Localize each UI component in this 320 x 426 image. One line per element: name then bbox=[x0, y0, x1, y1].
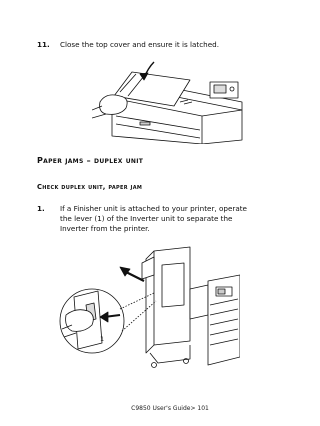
step-number: 1. bbox=[37, 204, 45, 213]
section-heading: Paper jams – duplex unit bbox=[37, 156, 144, 165]
step-text: Close the top cover and ensure it is latched. bbox=[60, 40, 219, 49]
page-footer: C9850 User's Guide> 101 bbox=[131, 405, 209, 412]
subsection-heading: Check duplex unit, paper jam bbox=[37, 183, 143, 191]
step-number: 11. bbox=[37, 40, 50, 49]
step-close-top-cover bbox=[37, 40, 277, 52]
figure-inverter-lever bbox=[58, 245, 240, 373]
step-text: If a Finisher unit is attached to your printer, operate the lever (1) of the Inverter unit to separate the Inverter from the printer. bbox=[60, 204, 247, 233]
lever-callout: 1 bbox=[100, 335, 105, 343]
step-operate-lever bbox=[37, 204, 277, 240]
figure-close-top-cover bbox=[92, 56, 250, 144]
